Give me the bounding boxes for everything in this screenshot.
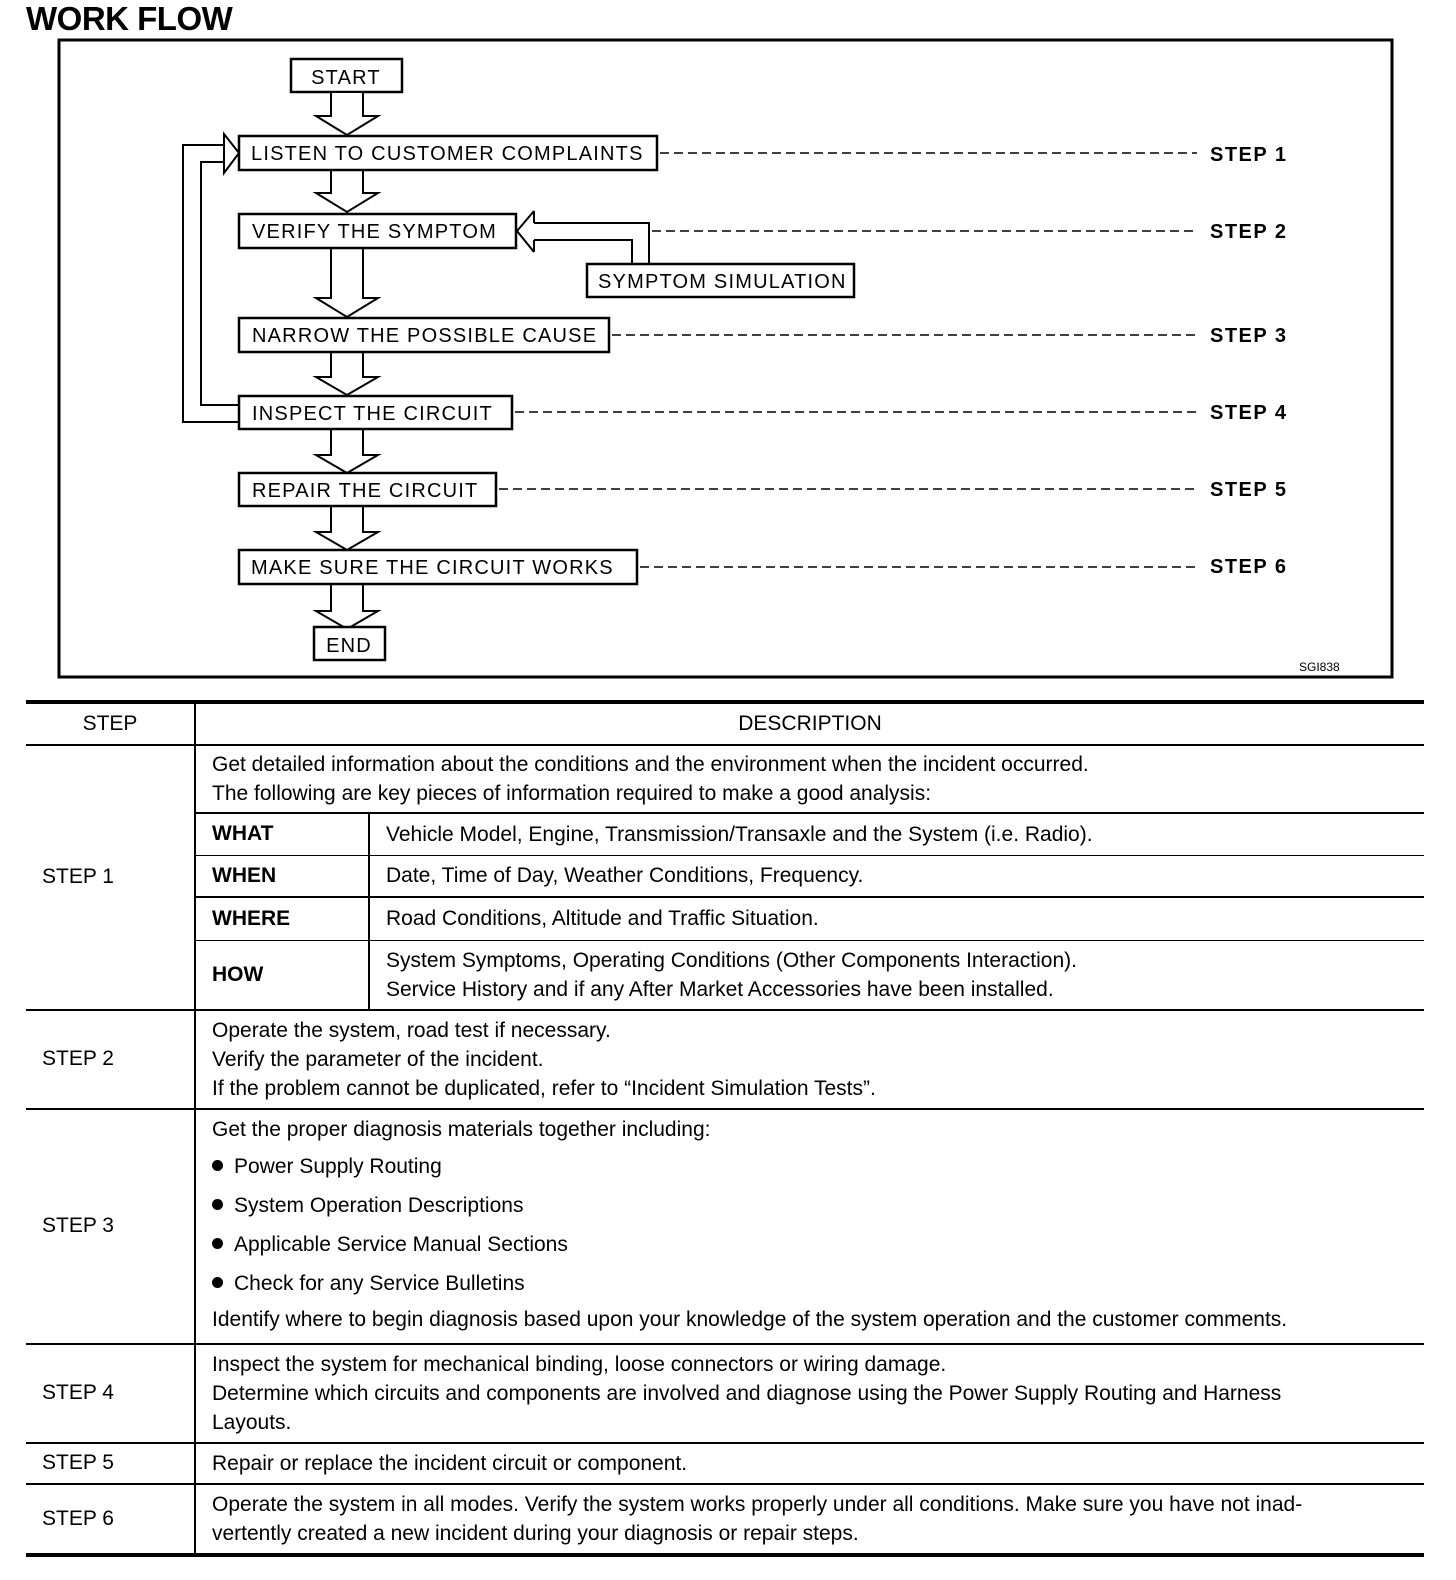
table-header-row [26,702,1424,745]
start-label: START [311,67,381,89]
info-row-what: WHAT Vehicle Model, Engine, Transmission/Transaxle and the System (i.e. Radio). [196,813,1424,855]
svg-text:VERIFY THE SYMPTOM: VERIFY THE SYMPTOM [252,221,497,243]
bullet-icon [212,1160,223,1171]
end-node [314,627,385,660]
workflow-diagram [0,0,1456,690]
step-cell: STEP 6 [26,1484,195,1555]
process-box-5 [239,473,496,506]
step-cell: STEP 4 [26,1344,195,1443]
svg-text:END: END [326,635,372,657]
flow-arrows [316,92,378,629]
arrow-down-icon [316,584,378,629]
table-row-step-2: STEP 2 Operate the system, road test if necessary. Verify the parameter of the incident. If the problem cannot be duplicated, refer to “Incident Simulation Tests”. [26,1010,1424,1109]
table-row-step-6: STEP 6 Operate the system in all modes. Verify the system works properly under all conditions. Make sure you have not inad- vertently created a new incident during your diagnosis or repair steps. [26,1484,1424,1555]
step-label-6: STEP 6 [1210,556,1288,578]
step-label-5: STEP 5 [1210,479,1288,501]
header-step: STEP [26,702,195,745]
workflow-table [26,700,1424,1557]
step3-bullet-list [212,1147,1408,1303]
process-box-6 [239,550,637,584]
info-row-when: WHEN Date, Time of Day, Weather Conditions, Frequency. [196,855,1424,897]
list-item: Power Supply Routing [212,1147,1408,1186]
symptom-simulation-box [587,264,854,297]
table-row-step-4: STEP 4 Inspect the system for mechanical binding, loose connectors or wiring damage. Determine which circuits and components are involved and diagnose using the Power Supply Routing and Harness Layouts. [26,1344,1424,1443]
figure-code: SGI838 [1299,660,1340,674]
process-box-1 [239,136,657,170]
start-node [291,59,402,92]
process-box-3 [239,318,609,352]
table-row-step-1 [26,745,1424,1010]
step-label-1: STEP 1 [1210,144,1288,166]
header-description: DESCRIPTION [195,702,1424,745]
symptom-simulation-arrow [517,211,649,264]
step-cell: STEP 5 [26,1443,195,1484]
arrow-down-icon [316,248,378,317]
arrow-down-icon [316,506,378,550]
svg-text:REPAIR THE CIRCUIT: REPAIR THE CIRCUIT [252,480,479,502]
table-row-step-3: STEP 3 Get the proper diagnosis materials together including: Power Supply Routing System Operation Descriptions Applicable Service Manual Sections Check for any Service Bulletins Identify where to begin diagnosis based upon your knowledge of the system operation and the customer comments. [26,1109,1424,1344]
step-cell: STEP 2 [26,1010,195,1109]
arrow-down-icon [316,429,378,473]
step1-intro-1: Get detailed information about the conditions and the environment when the incident occurred. [212,753,1089,776]
svg-text:LISTEN TO CUSTOMER COMPLAINTS: LISTEN TO CUSTOMER COMPLAINTS [251,143,644,165]
loop-back-arrow [183,134,239,422]
arrow-down-icon [316,352,378,395]
svg-text:SYMPTOM SIMULATION: SYMPTOM SIMULATION [598,271,847,293]
step-label-3: STEP 3 [1210,325,1288,347]
svg-text:NARROW THE POSSIBLE CAUSE: NARROW THE POSSIBLE CAUSE [252,325,598,347]
process-box-2 [239,214,516,248]
list-item: Check for any Service Bulletins [212,1264,1408,1303]
leader-lines [499,153,1197,567]
list-item: Applicable Service Manual Sections [212,1225,1408,1264]
svg-text:MAKE SURE THE CIRCUIT WORKS: MAKE SURE THE CIRCUIT WORKS [251,557,614,579]
step1-intro-2: The following are key pieces of information required to make a good analysis: [212,782,932,805]
bullet-icon [212,1238,223,1249]
arrow-down-icon [316,92,378,135]
step-cell: STEP 3 [26,1109,195,1344]
page-title: WORK FLOW [26,0,233,37]
table-row-step-5: STEP 5 Repair or replace the incident circuit or component. [26,1443,1424,1484]
step-label-2: STEP 2 [1210,221,1288,243]
process-box-4 [239,396,512,429]
bullet-icon [212,1277,223,1288]
step1-info-table [196,812,1424,1009]
info-row-where: WHERE Road Conditions, Altitude and Traffic Situation. [196,897,1424,940]
svg-text:INSPECT THE CIRCUIT: INSPECT THE CIRCUIT [252,403,493,425]
step-cell: STEP 1 [26,745,195,1010]
bullet-icon [212,1199,223,1210]
list-item: System Operation Descriptions [212,1186,1408,1225]
info-row-how: HOW System Symptoms, Operating Conditions (Other Components Interaction). Service History and if any After Market Accessories have been installed. [196,940,1424,1009]
step-label-4: STEP 4 [1210,402,1288,424]
arrow-down-icon [316,170,378,212]
